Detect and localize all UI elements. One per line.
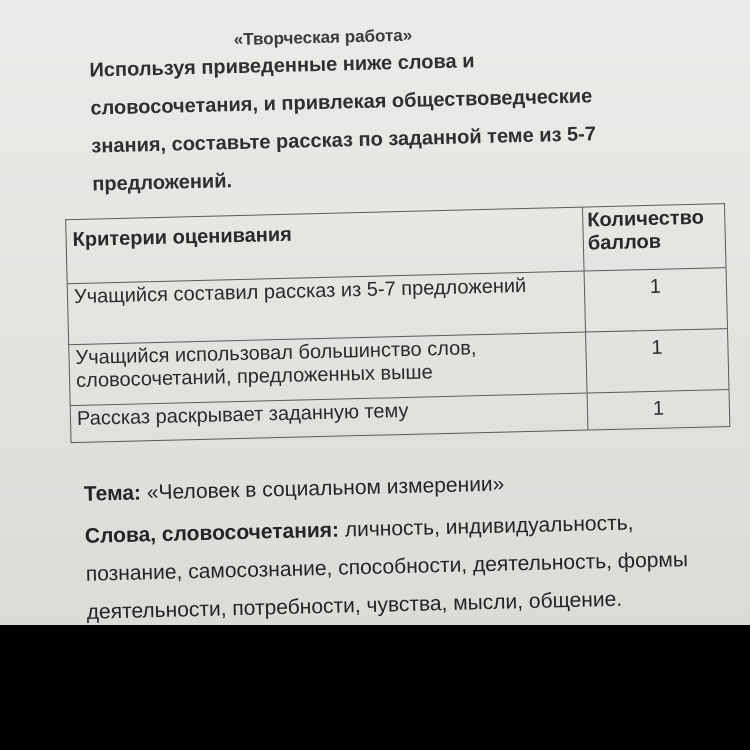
topic-value: «Человек в социальном измерении» xyxy=(140,472,505,505)
words-label: Слова, словосочетания: xyxy=(84,518,340,548)
instruction-line-3: знания, составьте рассказ по заданной теме из 5-7 xyxy=(91,123,597,158)
words-text-1: личность, индивидуальность, xyxy=(338,511,634,542)
document-title: «Творческая работа» xyxy=(233,25,413,50)
instruction-line-2: словосочетания, и привлекая обществоведческие xyxy=(90,85,593,120)
words-line-1 xyxy=(85,507,750,549)
criterion-cell: Рассказ раскрывает заданную тему xyxy=(70,393,588,443)
words-line-2: познание, самосознание, способности, деятельность, формы xyxy=(85,548,689,586)
instruction-line-4: предложений. xyxy=(92,170,233,196)
header-points: Количество баллов xyxy=(582,204,726,271)
criteria-table xyxy=(65,203,730,443)
criterion-cell: Учащийся составил рассказ из 5-7 предложений xyxy=(67,271,585,345)
points-cell: 1 xyxy=(587,390,730,430)
instruction-line-1: Используя приведенные ниже слова и xyxy=(89,50,475,82)
points-cell: 1 xyxy=(586,329,729,393)
topic-label: Тема: xyxy=(83,481,142,506)
topic-line xyxy=(84,473,505,507)
points-cell: 1 xyxy=(584,268,727,332)
header-criteria: Критерии оценивания xyxy=(66,207,584,284)
criterion-cell: Учащийся использовал большинство слов, словосочетаний, предложенных выше xyxy=(69,332,587,406)
words-line-3: деятельности, потребности, чувства, мысли, общение. xyxy=(86,587,623,624)
